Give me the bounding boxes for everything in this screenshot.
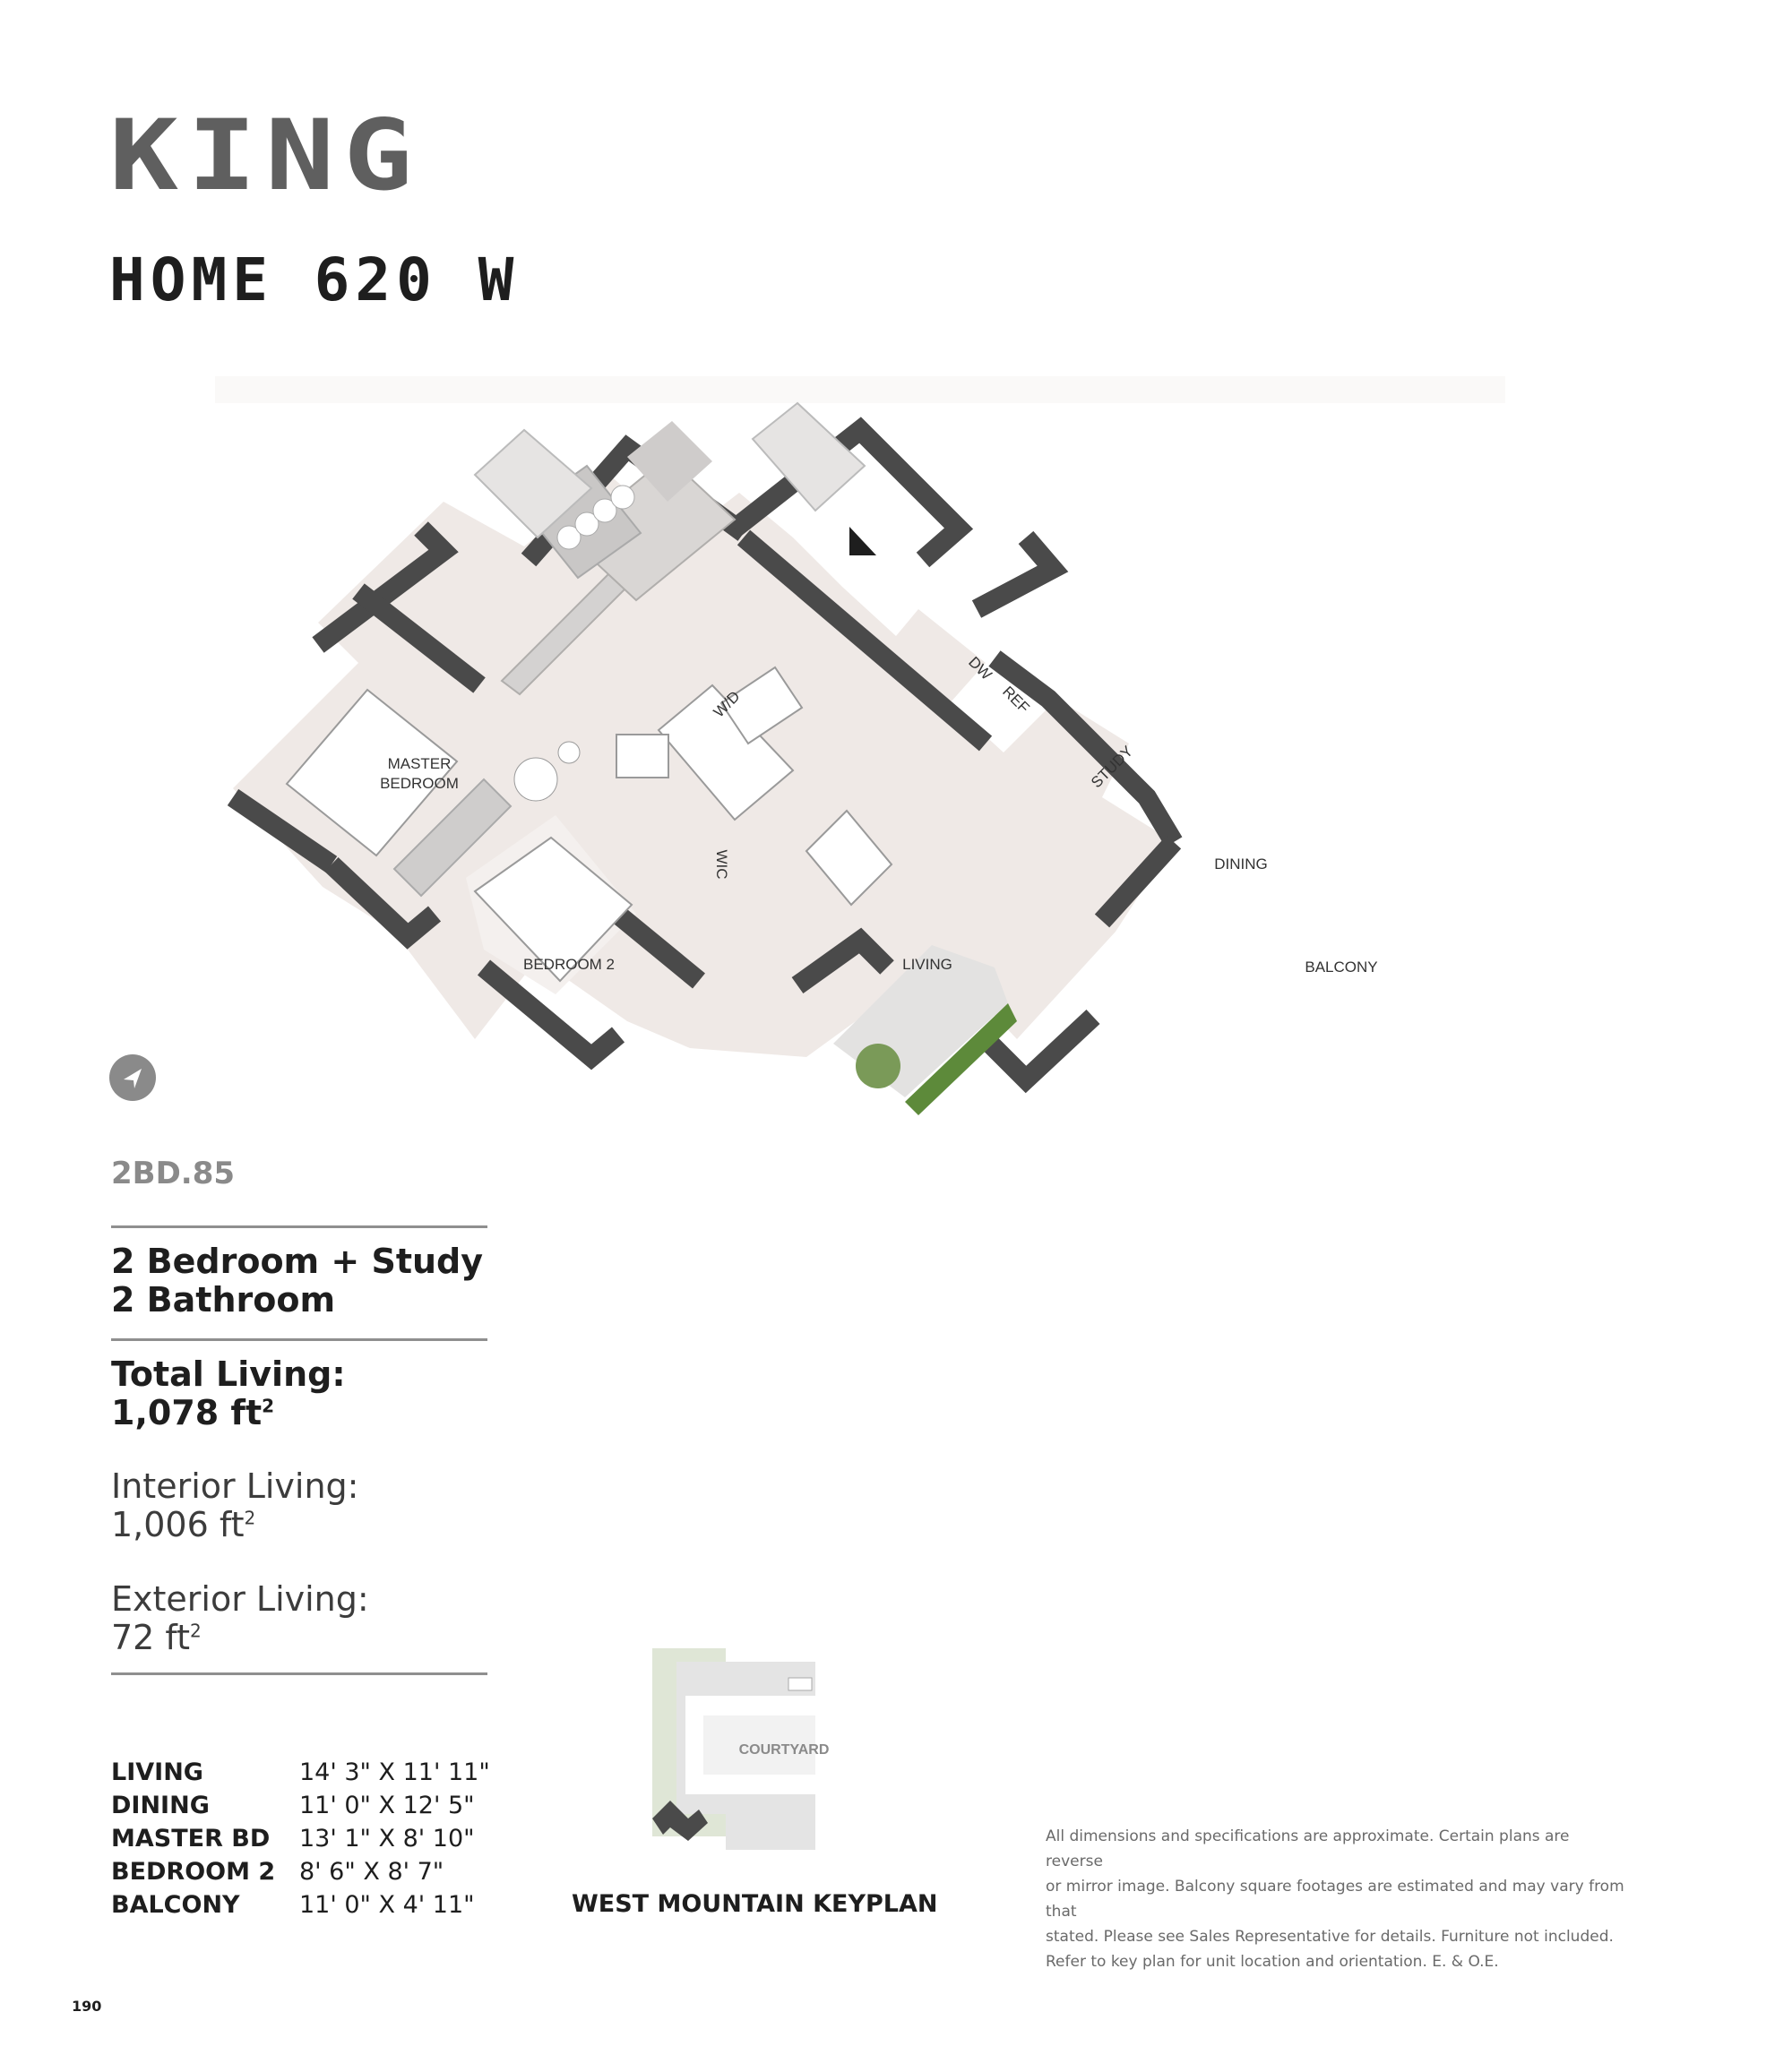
exterior-living-label: Exterior Living: <box>111 1579 369 1619</box>
floor-plan <box>215 376 1559 1147</box>
label-master-1: MASTER <box>387 755 452 772</box>
room-dimensions <box>111 1756 496 1922</box>
interior-living-label: Interior Living: <box>111 1466 359 1506</box>
unit-summary <box>111 1242 483 1320</box>
dimension-row: MASTER BD 13' 1" X 8' 10" <box>111 1825 475 1853</box>
label-ref: REF <box>999 683 1033 717</box>
label-balcony: BALCONY <box>1305 959 1378 976</box>
dimension-row: BALCONY 11' 0" X 4' 11" <box>111 1891 475 1919</box>
divider <box>111 1338 487 1341</box>
label-master-2: BEDROOM <box>380 775 459 792</box>
dimension-row: LIVING 14' 3" X 11' 11" <box>111 1758 490 1786</box>
keyplan-courtyard-label: COURTYARD <box>738 1742 830 1758</box>
brand-logo: KING <box>109 99 422 213</box>
label-wic: WIC <box>713 849 730 880</box>
exterior-living-value: 72 ft <box>111 1618 191 1657</box>
total-living-label: Total Living: <box>111 1354 346 1394</box>
home-title: HOME 620 W <box>109 245 520 314</box>
divider <box>111 1672 487 1675</box>
keyplan-title: WEST MOUNTAIN KEYPLAN <box>572 1890 938 1918</box>
page-number: 190 <box>72 1998 102 2015</box>
bathrooms-line: 2 Bathroom <box>111 1280 336 1320</box>
disclaimer: All dimensions and specifications are approximate. Certain plans are reverse or mirror image. Balcony square footages are estimated and may vary from that stated. Please see Sales Representative for details. Furniture not included. Refer to key plan for unit location and orientation. E. & O.E. <box>1046 1827 1624 1971</box>
total-living: Total Living: 1,078 $ft^2$ <box>111 1354 346 1432</box>
north-arrow-icon <box>849 527 876 555</box>
interior-living: Interior Living: 1,006 $ft^2$ <box>111 1466 359 1544</box>
label-wd: W/D <box>710 687 744 721</box>
dimension-row: BEDROOM 2 8' 6" X 8' 7" <box>111 1858 444 1886</box>
unit-code: 2BD.85 <box>111 1156 236 1191</box>
dimension-row: DINING 11' 0" X 12' 5" <box>111 1792 475 1819</box>
compass-icon <box>109 1054 156 1101</box>
floor-plan-drawing <box>215 376 1559 1147</box>
label-bedroom2: BEDROOM 2 <box>522 956 616 973</box>
total-living-value: 1,078 ft <box>111 1393 263 1432</box>
interior-living-value: 1,006 ft <box>111 1505 245 1544</box>
exterior-living: Exterior Living: 72 $ft^2$ <box>111 1579 369 1657</box>
label-dw: DW <box>965 653 995 684</box>
label-dining: DINING <box>1214 855 1268 873</box>
bedrooms-line: 2 Bedroom + Study <box>111 1242 484 1281</box>
label-study: STUDY <box>1088 743 1137 792</box>
divider <box>111 1225 487 1228</box>
keyplan <box>636 1644 842 1859</box>
label-living: LIVING <box>902 956 952 973</box>
